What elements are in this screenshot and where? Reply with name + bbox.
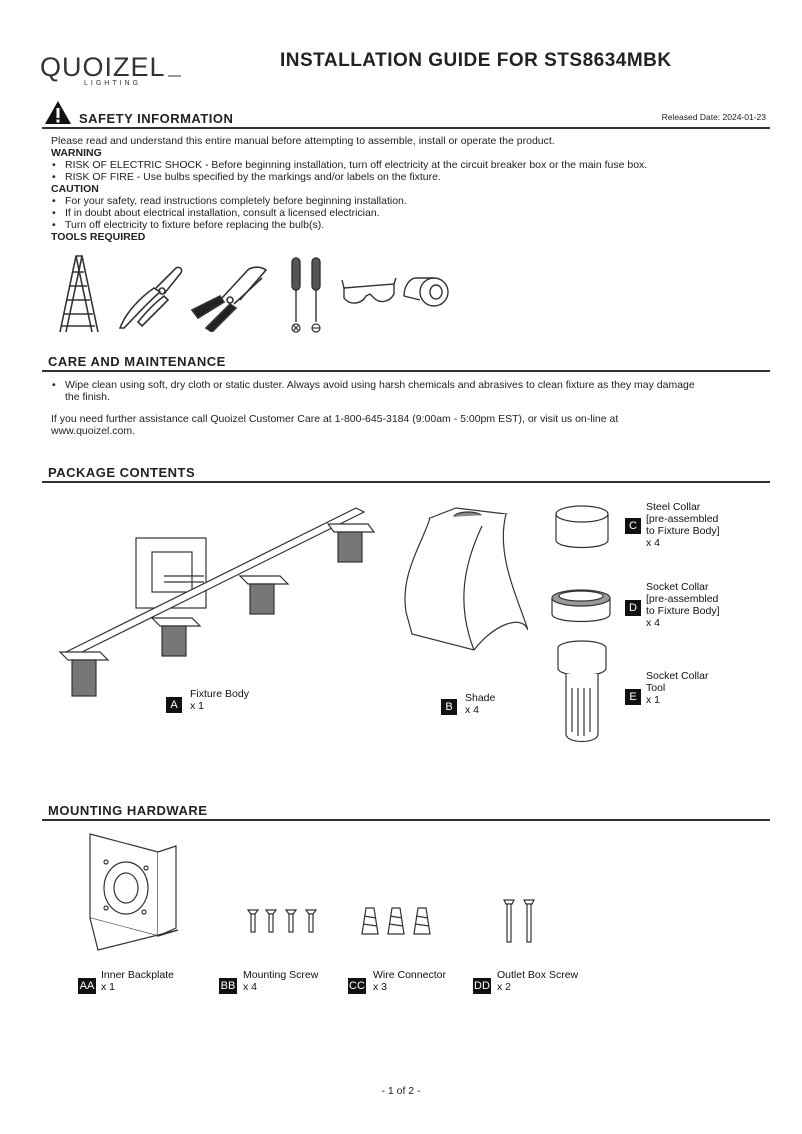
wire-connectors-illustration: [358, 904, 438, 938]
safety-glasses-icon: [340, 276, 398, 310]
brand-logo: QUOIZEL: [40, 52, 166, 82]
logo-swoosh-icon: [168, 70, 182, 78]
part-label-badge: BB: [220, 980, 236, 992]
part-label-badge: AA: [79, 980, 95, 992]
fixture-body-illustration: [56, 502, 376, 702]
pliers-icon: [116, 262, 186, 330]
part-d: [625, 598, 641, 616]
part-name: Shade: [465, 692, 496, 704]
part-label-badge: B: [441, 699, 457, 715]
caution-item: • Turn off electricity to fixture before replacing the bulb(s).: [51, 219, 781, 231]
part-e: [625, 687, 641, 705]
section-divider: [42, 127, 770, 129]
part-name-line: Socket Collar: [646, 670, 709, 682]
part-qty: x 4: [646, 537, 661, 549]
assist-text: If you need further assistance call Quoizel Customer Care at 1-800-645-3184 (9:00am - 5:00pm EST), or visit us on-line at: [51, 413, 619, 425]
page-number: - 1 of 2 -: [381, 1085, 421, 1097]
part-qty: x 4: [646, 617, 661, 629]
screwdrivers-icon: [284, 256, 328, 336]
mounting-screws-illustration: [246, 908, 320, 934]
tape-icon: [402, 276, 450, 308]
steel-collar-illustration: [550, 502, 614, 554]
tools-label: TOOLS REQUIRED: [51, 231, 146, 243]
section-divider: [42, 819, 770, 821]
part-cc-text: [373, 969, 446, 993]
part-b: [441, 697, 457, 715]
brand-subtitle: LIGHTING: [84, 80, 142, 87]
part-name: Wire Connector: [373, 969, 446, 981]
part-name-line: Steel Collar: [646, 501, 701, 513]
safety-heading: SAFETY INFORMATION: [79, 111, 234, 126]
part-bb-text: [243, 969, 318, 993]
part-name: Fixture Body: [190, 688, 249, 700]
part-name: Inner Backplate: [101, 969, 174, 981]
part-label-badge: CC: [349, 980, 365, 992]
part-name-line: [pre-assembled: [646, 593, 719, 605]
part-qty: x 4: [243, 981, 258, 993]
part-name-line: to Fixture Body]: [646, 525, 720, 537]
part-c-text: [646, 501, 720, 549]
hardware-heading: MOUNTING HARDWARE: [48, 803, 208, 818]
part-qty: x 2: [497, 981, 512, 993]
caution-item: • If in doubt about electrical installation, consult a licensed electrician.: [51, 207, 781, 219]
safety-text: [51, 135, 781, 243]
part-bb: [219, 976, 237, 994]
part-label-badge: A: [166, 697, 182, 713]
part-label-badge: D: [625, 600, 641, 616]
part-label-badge: DD: [474, 980, 490, 992]
part-cc: [348, 976, 366, 994]
inner-backplate-illustration: [86, 832, 182, 958]
part-b-text: [465, 692, 495, 716]
part-dd: [473, 976, 491, 994]
safety-intro: Please read and understand this entire manual before attempting to assemble, install or operate the product.: [51, 135, 555, 147]
care-bullet: • Wipe clean using soft, dry cloth or static duster. Always avoid using harsh chemicals and abrasives to clean fixture as they may damage: [51, 379, 781, 391]
care-text: [51, 379, 781, 437]
socket-collar-illustration: [546, 582, 616, 628]
outlet-box-screws-illustration: [502, 898, 538, 944]
part-dd-text: [497, 969, 578, 993]
section-divider: [42, 481, 770, 483]
part-c: [625, 516, 641, 534]
ladder-icon: [56, 254, 100, 334]
part-name: Outlet Box Screw: [497, 969, 579, 981]
shade-illustration: [398, 504, 528, 654]
warning-item: • RISK OF ELECTRIC SHOCK - Before beginning installation, turn off electricity at the circuit breaker box or the main fuse box.: [51, 159, 781, 171]
part-label-badge: C: [625, 518, 641, 534]
part-name: Mounting Screw: [243, 969, 319, 981]
part-qty: x 3: [373, 981, 388, 993]
part-qty: x 1: [646, 694, 661, 706]
wire-stripper-icon: [190, 260, 270, 332]
part-name-line: Socket Collar: [646, 581, 709, 593]
caution-label: CAUTION: [51, 183, 99, 195]
section-divider: [42, 370, 770, 372]
part-a-text: [190, 688, 249, 712]
part-qty: x 1: [190, 700, 205, 712]
assist-link[interactable]: www.quoizel.com.: [51, 425, 136, 437]
part-qty: x 4: [465, 704, 480, 716]
part-e-text: [646, 670, 708, 706]
warning-icon: [44, 100, 72, 125]
caution-item: • For your safety, read instructions completely before beginning installation.: [51, 195, 781, 207]
part-name-line: [pre-assembled: [646, 513, 719, 525]
warning-label: WARNING: [51, 147, 102, 159]
part-d-text: [646, 581, 720, 629]
care-heading: CARE AND MAINTENANCE: [48, 354, 226, 369]
package-heading: PACKAGE CONTENTS: [48, 465, 196, 480]
part-aa: [78, 976, 96, 994]
part-a: [166, 695, 182, 713]
part-name-line: Tool: [646, 682, 666, 694]
page-title: INSTALLATION GUIDE FOR STS8634MBK: [280, 50, 672, 71]
care-bullet-cont: the finish.: [65, 391, 110, 403]
released-date: Released Date: 2024-01-23: [661, 112, 766, 122]
socket-collar-tool-illustration: [552, 638, 612, 744]
warning-item: • RISK OF FIRE - Use bulbs specified by the markings and/or labels on the fixture.: [51, 171, 781, 183]
part-aa-text: [101, 969, 174, 993]
part-qty: x 1: [101, 981, 116, 993]
part-label-badge: E: [625, 689, 641, 705]
part-name-line: to Fixture Body]: [646, 605, 720, 617]
